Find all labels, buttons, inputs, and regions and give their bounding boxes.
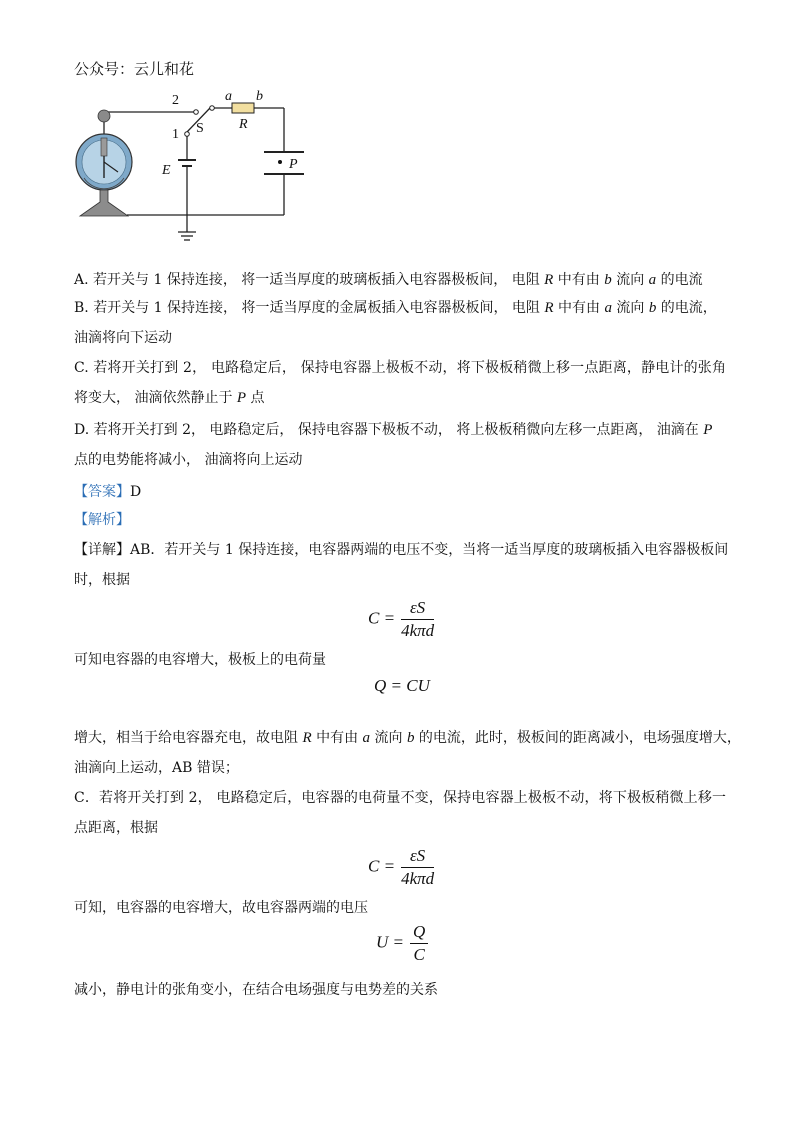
detail-p3b: 油滴向上运动，AB 错误； — [74, 760, 239, 776]
label-terminal-2: 2 — [172, 93, 179, 108]
option-d-line1: D. 若将开关打到 2， 电路稳定后， 保持电容器下极板不动， 将上极板稍微向左移一点距离， 油滴在 P — [74, 422, 713, 438]
option-d-line2: 点的电势能将减小， 油滴将向上运动 — [74, 452, 303, 468]
label-e: E — [162, 163, 171, 178]
option-b-line2: 油滴将向下运动 — [74, 330, 172, 346]
label-b: b — [256, 89, 263, 104]
answer-value: D — [130, 484, 142, 500]
detail-p1b: 时，根据 — [74, 572, 130, 588]
option-c-line1: C. 若将开关打到 2， 电路稳定后， 保持电容器上极板不动，将下极板稍微上移一点距离，静电计的张角 — [74, 360, 726, 376]
detail-p1a: 【详解】AB．若开关与 1 保持连接，电容器两端的电压不变，当将一适当厚度的玻璃板插入电容器极板间 — [74, 542, 729, 558]
detail-p3a: 增大，相当于给电容器充电，故电阻 R 中有由 a 流向 b 的电流，此时，极板间的距离减小，电场强度增大， — [74, 730, 741, 746]
option-b: B. 若开关与 1 保持连接， 将一适当厚度的金属板插入电容器极板间， 电阻 R 中有由 a 流向 b 的电流， — [74, 300, 717, 316]
label-switch-s: S — [196, 121, 204, 136]
detail-p4b: 点距离，根据 — [74, 820, 158, 836]
answer-line — [74, 482, 141, 502]
formula-capacitance-1: C = $\frac{\varepsilon S}{\text{4kπd}}$ — [368, 598, 435, 640]
formula-capacitance-2: C = $\frac{\varepsilon S}{\text{4kπd}}$ — [368, 846, 435, 888]
label-terminal-1: 1 — [172, 127, 179, 142]
option-a: A. 若开关与 1 保持连接， 将一适当厚度的玻璃板插入电容器极板间， 电阻 R 中有由 b 流向 a 的电流 — [74, 272, 703, 288]
analysis-label: 【解析】 — [74, 512, 130, 528]
formula-charge: Q = CU — [374, 676, 430, 695]
formula-voltage: U = $\frac{Q}{C}$ — [376, 922, 428, 965]
watermark-header: 公众号：云儿和花 — [74, 60, 195, 78]
detail-p2: 可知电容器的电容增大，极板上的电荷量 — [74, 652, 326, 668]
detail-p5: 可知，电容器的电容增大，故电容器两端的电压 — [74, 900, 368, 916]
label-r: R — [239, 117, 248, 132]
detail-p6: 减小，静电计的张角变小，在结合电场强度与电势差的关系 — [74, 982, 438, 998]
circuit-diagram — [60, 82, 320, 252]
option-c-line2: 将变大， 油滴依然静止于 P 点 — [74, 390, 265, 406]
label-p: P — [289, 157, 298, 172]
detail-p4a: C．若将开关打到 2， 电路稳定后，电容器的电荷量不变，保持电容器上极板不动，将下极板稍微上移一 — [74, 790, 726, 806]
label-a: a — [225, 89, 232, 104]
answer-label: 【答案】 — [74, 484, 130, 500]
